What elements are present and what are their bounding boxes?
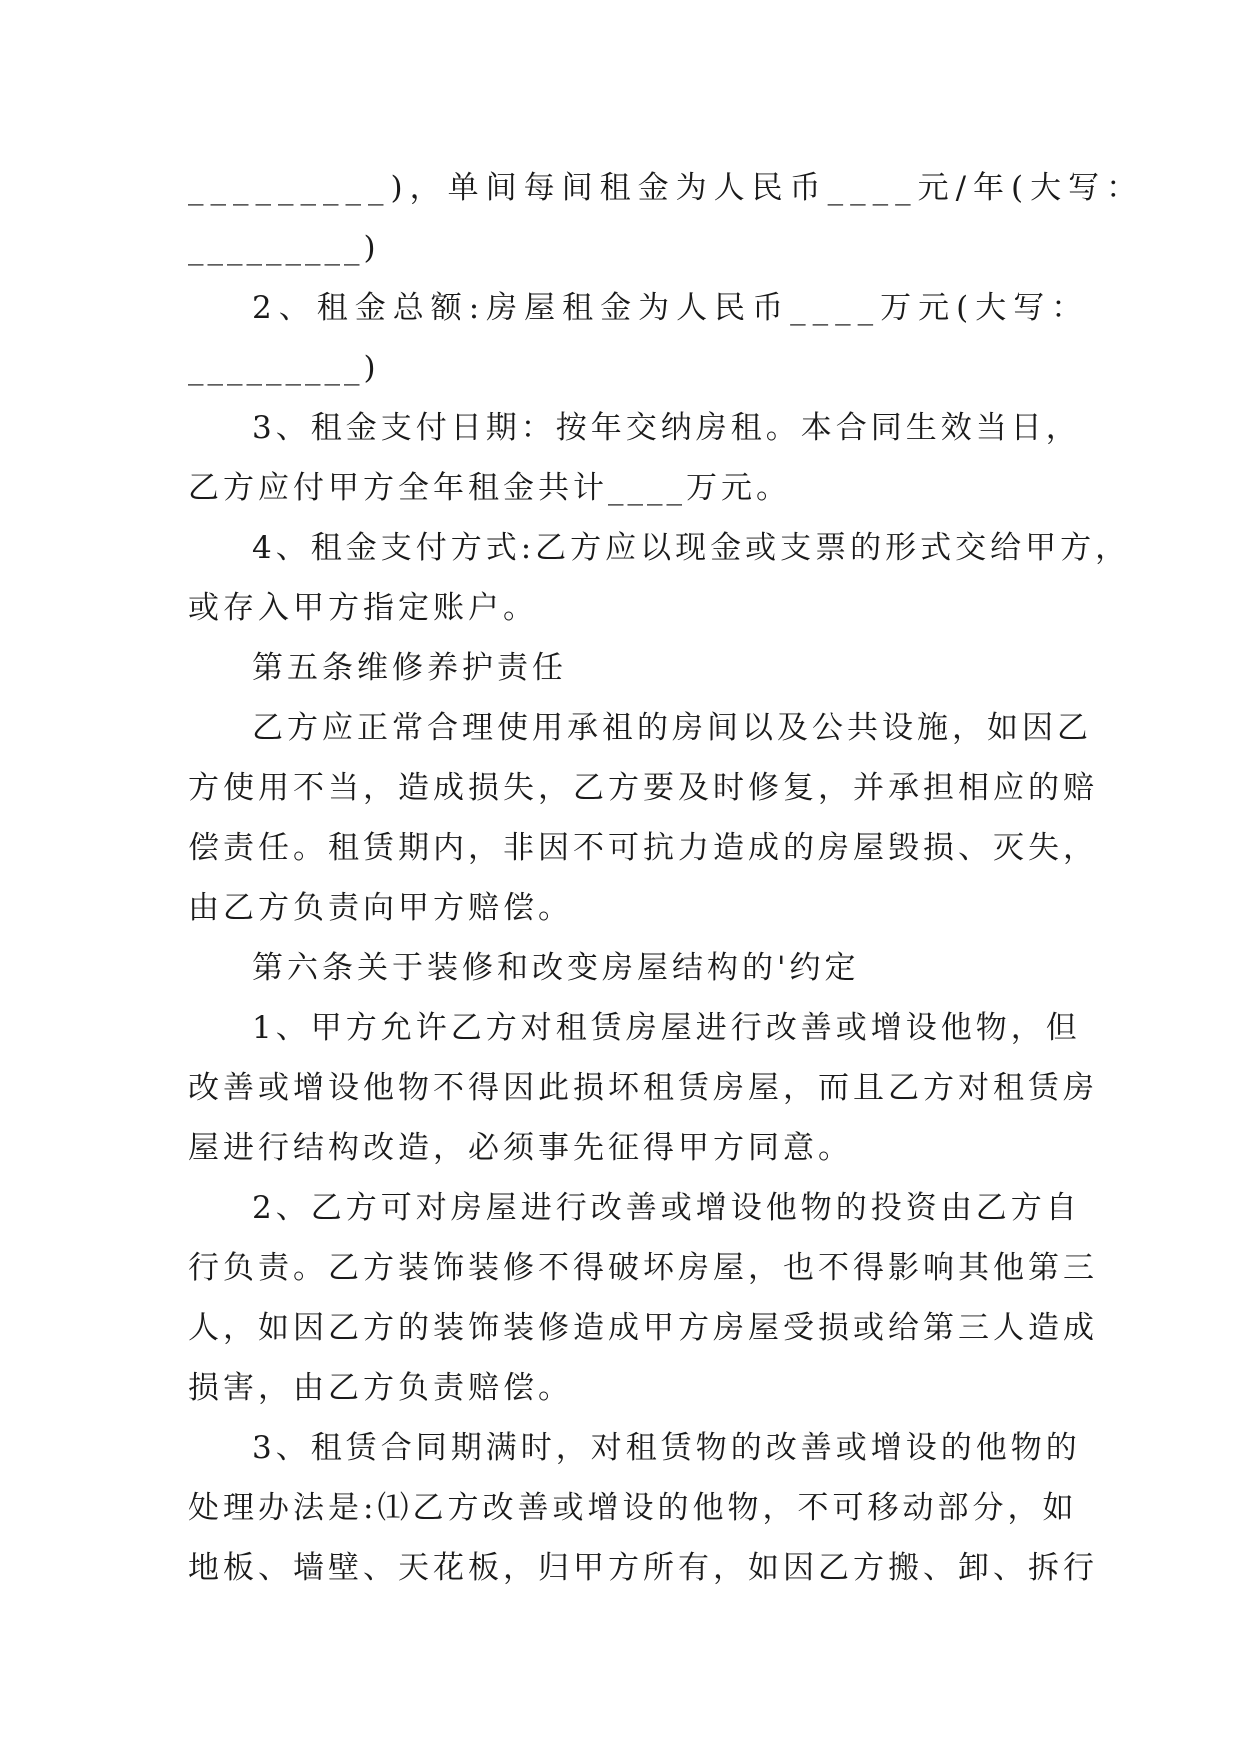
text-line: 行负责。乙方装饰装修不得破坏房屋，也不得影响其他第三	[188, 1250, 1098, 1286]
text-line: 地板、墙壁、天花板，归甲方所有，如因乙方搬、卸、拆行	[188, 1550, 1098, 1586]
section-heading: 第五条维修养护责任	[252, 650, 567, 686]
text-line: 2、租金总额:房屋租金为人民币____万元(大写：	[252, 290, 1090, 326]
text-line: 乙方应正常合理使用承祖的房间以及公共设施，如因乙	[252, 710, 1092, 746]
text-line: 3、租赁合同期满时，对租赁物的改善或增设的他物的	[252, 1430, 1081, 1466]
text-line: 改善或增设他物不得因此损坏租赁房屋，而且乙方对租赁房	[188, 1070, 1098, 1106]
text-line: _________)	[188, 230, 380, 266]
text-line: 乙方应付甲方全年租金共计____万元。	[188, 470, 791, 506]
document-page	[188, 158, 1145, 1598]
text-line: _________)	[188, 350, 380, 386]
text-line: 损害，由乙方负责赔偿。	[188, 1370, 573, 1406]
text-line: 2、乙方可对房屋进行改善或增设他物的投资由乙方自	[252, 1190, 1081, 1226]
text-line: 屋进行结构改造，必须事先征得甲方同意。	[188, 1130, 853, 1166]
text-line: 或存入甲方指定账户。	[188, 590, 538, 626]
text-line: 4、租金支付方式:乙方应以现金或支票的形式交给甲方，	[252, 530, 1131, 566]
text-line: _________)，单间每间租金为人民币____元/年(大写：	[188, 170, 1145, 206]
text-line: 由乙方负责向甲方赔偿。	[188, 890, 573, 926]
text-line: 人，如因乙方的装饰装修造成甲方房屋受损或给第三人造成	[188, 1310, 1098, 1346]
text-line: 方使用不当，造成损失，乙方要及时修复，并承担相应的赔	[188, 770, 1098, 806]
text-line: 偿责任。租赁期内，非因不可抗力造成的房屋毁损、灭失，	[188, 830, 1098, 866]
text-line: 1、甲方允许乙方对租赁房屋进行改善或增设他物，但	[252, 1010, 1081, 1046]
text-line: 处理办法是:⑴乙方改善或增设的他物，不可移动部分，如	[188, 1490, 1078, 1526]
text-line: 3、租金支付日期：按年交纳房租。本合同生效当日，	[252, 410, 1081, 446]
section-heading: 第六条关于装修和改变房屋结构的'约定	[252, 950, 860, 986]
